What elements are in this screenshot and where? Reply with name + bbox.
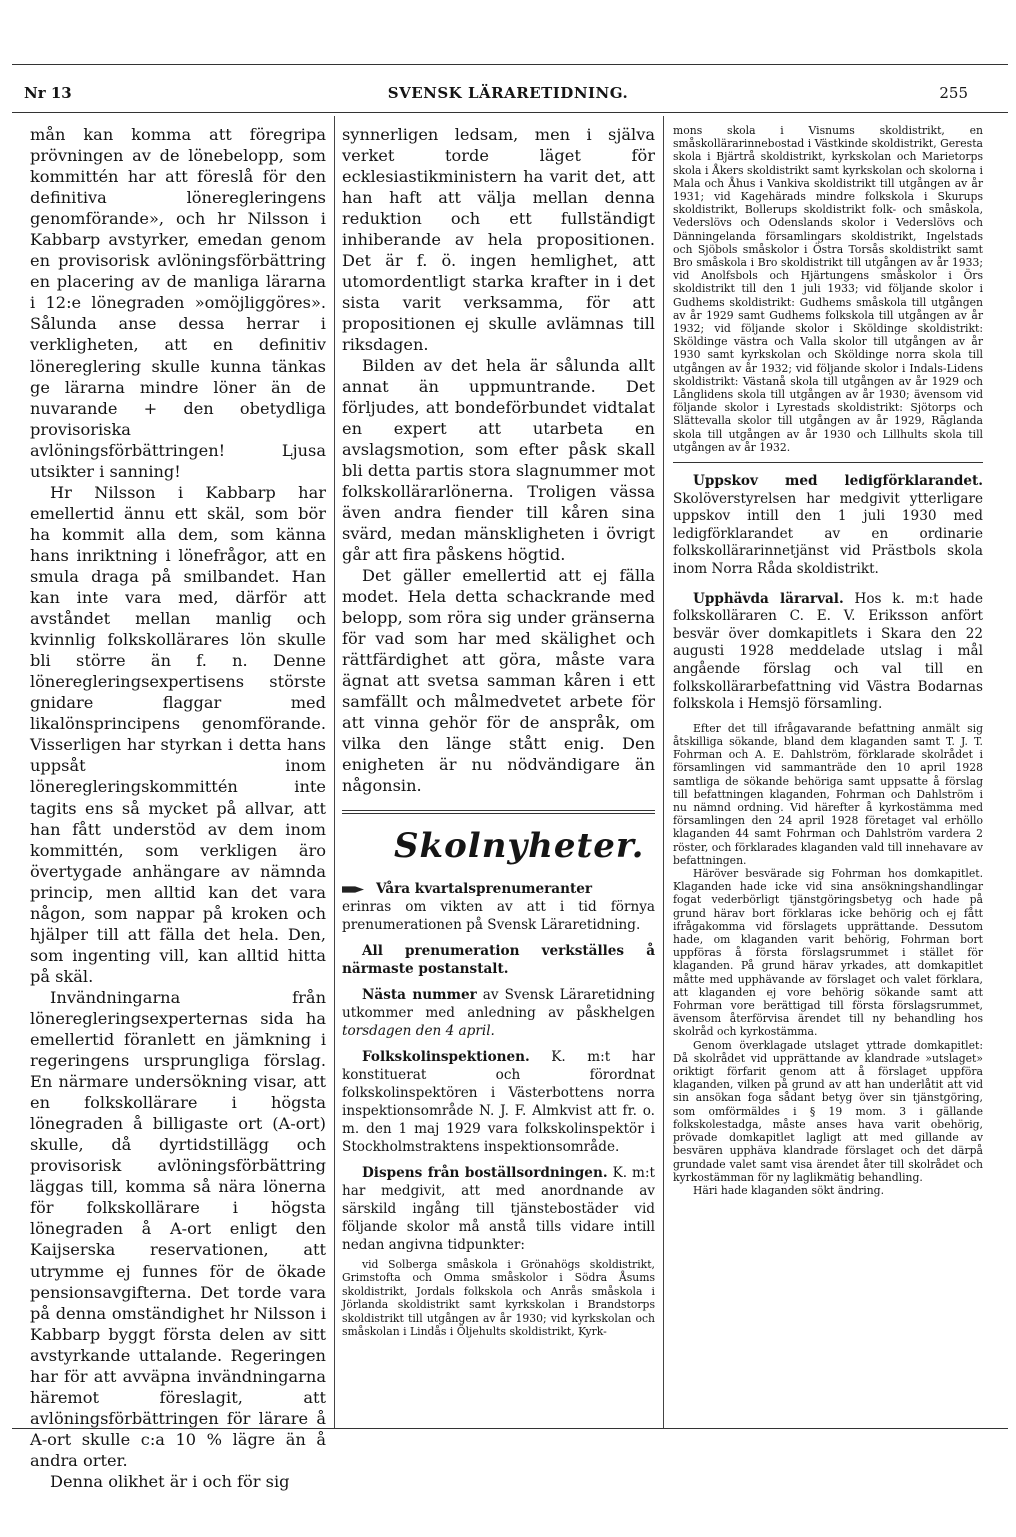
bottom-rule xyxy=(12,1428,1008,1429)
dispens-heading: Dispens från boställsordningen. xyxy=(362,1165,608,1181)
nasta-nummer-date: torsdagen den 4 april. xyxy=(342,1023,495,1039)
column-2 xyxy=(342,124,655,1424)
col1-paragraph-3: Invändningarna från löneregleringsexperternas sida ha emellertid föranlett en jämkning i regeringens ursprungliga förslag. En närmare undersökning visar, att en folkskollärare i högsta lönegraden å billigaste ort (A-ort) skulle, då dyrtidstillägg och provisorisk avlöningsförbättring läggas till, komma så nära lönerna för folkskollärare i högsta lönegraden å A-ort enligt den Kaijserska reservationen, att utrymme ej funnes för de ökade pensionsavgifterna. Det torde vara på denna omständighet hr Nilsson i Kabbarp byggt första delen av sitt avstyrkande uttalande. Regeringen har för att avväpna invändningarna häremot föreslagit, att avlöningsförbättringen för lärare å A-ort skulle c:a 10 % lägre än å andra orter. xyxy=(30,987,326,1470)
page-number: 255 xyxy=(939,84,968,102)
col2-paragraph-3: Det gäller emellertid att ej fälla modet. Hela detta schackrande med belopp, som röra sig under gränserna för vad som har med skälighet och rättfärdighet att göra, måste vara ägnat att svetsa samman kåren i ett samfällt och målmedvetet arbete för att vinna gehör för de anspråk, om vilka den länge stått enig. Den enigheten är nu nödvändigare än någonsin. xyxy=(342,566,655,795)
upphavda-text: Hos k. m:t hade folkskolläraren C. E. V. Eriksson anfört besvär över domkapitlets i Skara den 22 augusti 1928 meddelade utslag i mål angående förslag och val till en folkskollärarbefattning vid Västra Bodarnas folkskola i Hemsjö församling. xyxy=(673,590,983,713)
column-divider-1 xyxy=(334,116,335,1428)
prenumeration-note: All prenumeration verkställes å närmaste postanstalt. xyxy=(342,943,655,977)
column-1 xyxy=(30,124,326,1491)
issue-number: Nr 13 xyxy=(24,84,72,102)
nasta-nummer-text: av Svensk Läraretidning utkommer med anledning av påskhelgen xyxy=(342,987,655,1021)
kvartal-heading: Våra kvartalsprenumeranter xyxy=(376,881,593,897)
folkskolinspektionen-text: K. m:t har konstituerat och förordnat folkskolinspektören i Västerbottens norra inspektionsområde N. J. F. Almkvist att fr. o. m. den 1 maj 1929 vara folkskolinspektör i Stockholmstraktens inspektionsområde. xyxy=(342,1049,655,1155)
dispens-text: K. m:t har medgivit, att med anordnande av särskild ingång till tjänstebostäder vid följande skolor må anstå tills vidare intill nedan angivna tidpunkter: xyxy=(342,1165,655,1253)
column-divider-2 xyxy=(663,116,664,1428)
uppskov-heading: Uppskov med ledigförklarandet. xyxy=(693,473,983,490)
case-paragraph-4: Häri hade klaganden sökt ändring. xyxy=(693,1183,885,1197)
top-rule xyxy=(12,64,1008,65)
case-paragraph-1: Efter det till ifrågavarande befattning anmält sig åtskilliga sökande, bland dem klaganden samt T. J. T. Fohrman och A. E. Dahlström, förklarade skolrådet i församlingen vid sammanträde den 10 april 1928 samtliga de sökande behöriga samt uppsatte å förslag till befattningen klaganden, Fohrman och Dahlström i nu nämnd ordning. Vid härefter å kyrkostämma med församlingen den 24 april 1928 företaget val erhöllo klaganden 44 samt Fohrman och Dahlström vardera 2 röster, och förklarades klaganden vald till innehavare av befattningen. xyxy=(673,721,983,867)
case-paragraph-2: Häröver besvärade sig Fohrman hos domkapitlet. Klaganden hade icke vid sina ansökningshandlingar fogat vederbörligt tjänstgöringsbetyg och hade på grund härav bort förklaras icke behörig och ej fått ifrågakomma vid förslagets upprättande. Dessutom hade, om klaganden varit behörig, Fohrman bort uppföras å första förslagsrummet i stället för klaganden. På grund härav yrkades, att domkapitlet måtte med upphävande av förslaget och valet förklara, att klaganden ej vore behörig sökande samt att Fohrman vore berättigad till första förslagsrummet, ävensom återförvisa ärendet till ny behandling hos skolråd och kyrkostämma. xyxy=(673,867,983,1039)
col3-separator xyxy=(673,462,983,463)
col1-paragraph-2: Hr Nilsson i Kabbarp har emellertid ännu ett skäl, som bör ha kommit alla dem, som känna hans inriktning i lönefrågor, att en smula draga på smilbandet. Han kan inte vara med, därför att avståndet mellan manlig och kvinnlig folkskollärares lön skulle bli större än f. n. Denne löneregleringsexpertisens störste gnidare flaggar med likalönsprincipens genomförande. Visserligen har styrkan i detta hans uppsåt inom löneregleringskommittén inte tagits ens så mycket på allvar, att han fått understöd av dem inom kommittén, som verkligen äro övertygade anhängare av nämnda princip, men alltid kan det vara någon, som nappar på kroken och hjälper till att fälla det hela. Den, som ingenting vill, kan alltid hitta på skäl. xyxy=(30,482,326,986)
col2-paragraph-1: synnerligen ledsam, men i själva verket torde läget för ecklesiastikministern ha varit det, att han haft att välja mellan denna reduktion och ett fullständigt inhiberande av hela propositionen. Det är f. ö. ingen hemlighet, att utomordentligt starka krafter in i det sista varit verksamma, för att propositionen ej skulle avlämnas till riksdagen. xyxy=(342,125,655,354)
publication-title: SVENSK LÄRARETIDNING. xyxy=(387,84,629,102)
case-paragraph-3: Genom överklagade utslaget yttrade domkapitlet: Då skolrådet vid upprättande av klandrade »utslaget» oriktigt förfarit genom att å förslaget uppföra klaganden, vilken på grund av att han underlåtit att vid sin ansökan foga sådant betyg över sin tjänstgöring, som omförmäldes i § 19 mom. 3 i gällande folkskolestadga, måste anses hava varit obehörig, prövade domkapitlet lagligt att med gillande av besvären upphäva klandrade förslaget och det därpå grundade valet samt visa ärendet åter till skolrådet och kyrkostämman för ny laglikmätig behandling. xyxy=(673,1038,983,1184)
column-3 xyxy=(673,124,983,1424)
dispens-details: vid Solberga småskola i Grönahögs skoldistrikt, Grimstofta och Omma småskolor i Södra Åsums skoldistrikt, Jordals folkskola och Anrås småskola i Jörlanda skoldistrikt samt kyrkskolan i Brandstorps skoldistrikt till utgången av år 1930; vid kyrkskolan och småskolan i Lindås i Öljehults skoldistrikt, Kyrk- xyxy=(342,1258,655,1339)
folkskolinspektionen-heading: Folkskolinspektionen. xyxy=(362,1049,530,1065)
col1-paragraph-1: mån kan komma att föregripa prövningen av de lönebelopp, som kommittén har att föreslå för den definitiva löneregleringens genomförande», och hr Nilsson i Kabbarp avstyrker, emedan genom en provisorisk avlöningsförbättring en placering av de manliga lärarna i 12:e lönegraden »omöjliggöres». Sålunda anse dessa herrar i verkligheten, att en definitiv lönereglering skulle kunna tänkas ge lärarna mindre löner än de nuvarande + den obetydliga provisoriska avlöningsförbättringen! Ljusa utsikter i sanning! xyxy=(30,125,326,481)
dispens-continued: mons skola i Visnums skoldistrikt, en småskollärarinnebostad i Västkinde skoldistrikt, Geresta skola i Bjärtrå skoldistrikt, kyrkskolan och Marietorps skola i Åkers skoldistrikt samt kyrkskolan och skolorna i Mala och Åhus i Vankiva skoldistrikt till utgången av år 1931; vid Kagehärads mindre folkskola i Skurups skoldistrikt, Bollerups skoldistrikt folk- och småskola, Vederslövs och Odenslands skolor i Vederslövs och Dänningelanda församlingars skoldistrikt, Ingelstads och Sjöbols småskolor i Östra Torsås skoldistrikt samt Bro småskola i Bro skoldistrikt till utgången av år 1933; vid Anolfsbols och Hjärtungens småskolor i Örs skoldistrikt till den 1 juli 1933; vid följande skolor i Gudhems skoldistrikt: Gudhems småskola till utgången av år 1929 samt Gudhems folkskola till utgången av år 1932; vid följande skolor i Sköldinge skoldistrikt: Sköldinge västra och Valla skolor till utgången av år 1930 samt kyrkskolan och Sköldinge norra skola till utgången av år 1932; vid följande skolor i Indals-Lidens skoldistrikt: Västanå skola till utgången av år 1929 och Långlidens skola till utgången av år 1930; ävensom vid följande skolor i Lyrestads skoldistrikt: Sjötorps och Slättevalla skolor till utgången av år 1929, Rāglanda skola till utgången av år 1930 och Lillhults skola till utgången av år 1932. xyxy=(673,124,983,454)
nasta-nummer-heading: Nästa nummer xyxy=(362,987,477,1003)
upphavda-heading: Upphävda lärarval. xyxy=(693,590,844,607)
header-rule xyxy=(12,112,1008,113)
kvartal-text: erinras om vikten av att i tid förnya prenumerationen på Svensk Läraretidning. xyxy=(342,899,655,933)
col1-paragraph-4: Denna olikhet är i och för sig xyxy=(50,1472,290,1491)
pointing-hand-icon xyxy=(342,885,364,894)
col2-paragraph-2: Bilden av det hela är sålunda allt annat än uppmuntrande. Det förljudes, att bondeförbundet vidtalat en expert att utarbeta en avslagsmotion, som efter påsk skall bli detta partis stora slagnummer mot folkskollärarlönerna. Troligen vässa även andra fiender till kåren sina svärd, medan mänskligheten i övrigt går att fira påskens högtid. xyxy=(342,356,655,564)
uppskov-text: Skolöverstyrelsen har medgivit ytterligare uppskov intill den 1 juli 1930 med ledigförklarandet av en ordinarie folkskollärarinnetjänst vid Prästbols skola inom Norra Råda skoldistrikt. xyxy=(673,490,983,578)
skolnyheter-heading: Skolnyheter. xyxy=(394,826,645,866)
section-separator xyxy=(342,810,655,814)
